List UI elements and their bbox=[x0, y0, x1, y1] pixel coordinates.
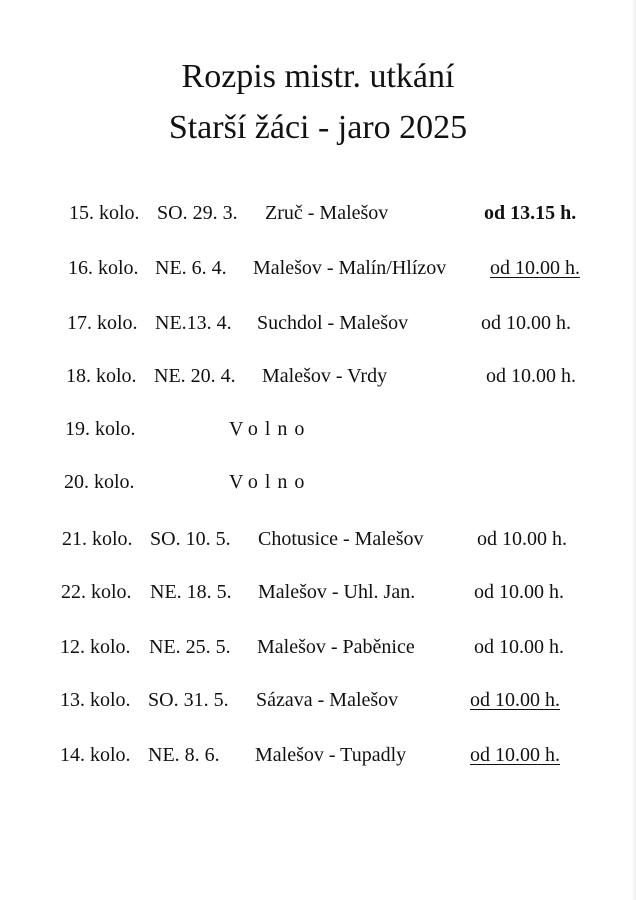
match-day-date: SO. 29. 3. bbox=[157, 202, 238, 224]
match-teams: Volno bbox=[229, 418, 312, 440]
match-round: 17. kolo. bbox=[67, 312, 138, 334]
match-time: od 10.00 h. bbox=[474, 636, 564, 658]
match-time: od 10.00 h. bbox=[486, 365, 576, 387]
page-title: Rozpis mistr. utkání bbox=[181, 58, 455, 95]
match-row bbox=[0, 469, 636, 495]
match-row bbox=[0, 634, 636, 660]
match-day-date: NE. 8. 6. bbox=[148, 744, 220, 766]
match-teams: Malešov - Uhl. Jan. bbox=[258, 581, 416, 603]
match-round: 19. kolo. bbox=[65, 418, 136, 440]
match-day-date: NE. 18. 5. bbox=[150, 581, 232, 603]
match-round: 15. kolo. bbox=[69, 202, 140, 224]
match-teams: Chotusice - Malešov bbox=[258, 528, 424, 550]
match-row bbox=[0, 310, 636, 336]
match-teams: Volno bbox=[229, 471, 312, 493]
match-row bbox=[0, 687, 636, 713]
match-teams: Suchdol - Malešov bbox=[257, 312, 409, 334]
match-row bbox=[0, 416, 636, 442]
match-time: od 10.00 h. bbox=[490, 257, 580, 279]
match-row bbox=[0, 200, 636, 226]
match-round: 18. kolo. bbox=[66, 365, 137, 387]
match-round: 13. kolo. bbox=[60, 689, 131, 711]
match-day-date: SO. 10. 5. bbox=[150, 528, 231, 550]
match-row bbox=[0, 255, 636, 281]
match-round: 12. kolo. bbox=[60, 636, 131, 658]
match-teams: Sázava - Malešov bbox=[256, 689, 399, 711]
match-time: od 10.00 h. bbox=[470, 744, 560, 766]
match-round: 22. kolo. bbox=[61, 581, 132, 603]
match-round: 20. kolo. bbox=[64, 471, 135, 493]
match-teams: Malešov - Tupadly bbox=[255, 744, 407, 766]
match-time: od 10.00 h. bbox=[481, 312, 571, 334]
match-time: od 10.00 h. bbox=[474, 581, 564, 603]
match-round: 14. kolo. bbox=[60, 744, 131, 766]
match-row bbox=[0, 579, 636, 605]
match-teams: Zruč - Malešov bbox=[265, 202, 389, 224]
match-day-date: NE. 20. 4. bbox=[154, 365, 236, 387]
page-subtitle: Starší žáci - jaro 2025 bbox=[168, 109, 468, 146]
match-time: od 10.00 h. bbox=[477, 528, 567, 550]
match-day-date: NE. 6. 4. bbox=[155, 257, 227, 279]
match-time: od 13.15 h. bbox=[484, 202, 577, 224]
match-teams: Malešov - Vrdy bbox=[262, 365, 388, 387]
match-row bbox=[0, 742, 636, 768]
match-teams: Malešov - Paběnice bbox=[257, 636, 415, 658]
match-row bbox=[0, 363, 636, 389]
match-time: od 10.00 h. bbox=[470, 689, 560, 711]
match-round: 21. kolo. bbox=[62, 528, 133, 550]
match-day-date: NE. 25. 5. bbox=[149, 636, 231, 658]
match-round: 16. kolo. bbox=[68, 257, 139, 279]
match-day-date: NE.13. 4. bbox=[155, 312, 232, 334]
match-day-date: SO. 31. 5. bbox=[148, 689, 229, 711]
match-teams: Malešov - Malín/Hlízov bbox=[253, 257, 447, 279]
match-row bbox=[0, 526, 636, 552]
